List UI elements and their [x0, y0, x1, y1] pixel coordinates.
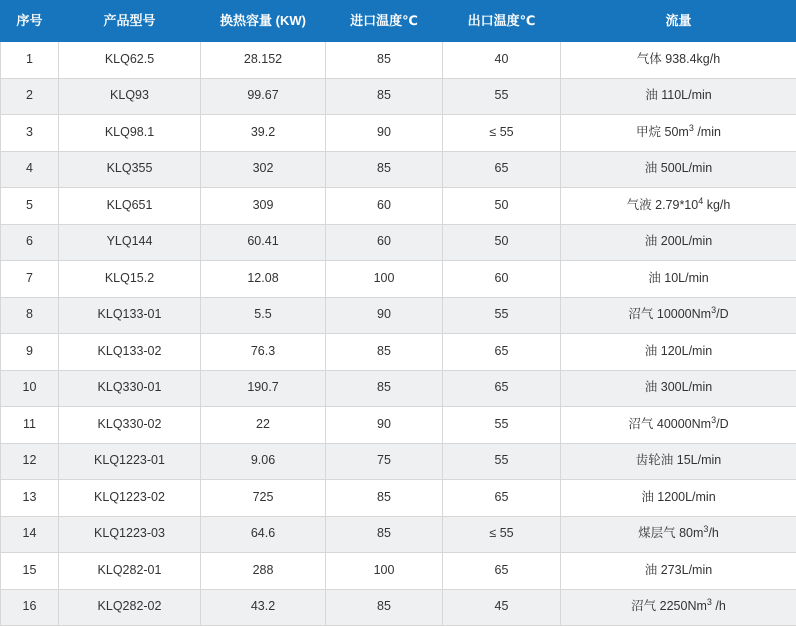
cell-outlet-temp: 50 [443, 188, 561, 225]
flow-unit: /D [716, 307, 729, 321]
cell-outlet-temp: 65 [443, 370, 561, 407]
flow-text: 油 110L/min [645, 88, 711, 102]
flow-exponent: 3 [711, 415, 716, 425]
cell-capacity: 64.6 [201, 516, 326, 553]
flow-text: 煤层气 80m [638, 526, 703, 540]
cell-inlet-temp: 85 [326, 370, 443, 407]
flow-text: 油 120L/min [645, 344, 712, 358]
flow-exponent: 3 [711, 305, 716, 315]
cell-flow [561, 78, 796, 115]
table-row [1, 297, 796, 334]
cell-capacity: 22 [201, 407, 326, 444]
cell-capacity: 60.41 [201, 224, 326, 261]
table-row [1, 42, 796, 79]
cell-index: 1 [1, 42, 59, 79]
cell-flow [561, 516, 796, 553]
cell-flow [561, 42, 796, 79]
cell-inlet-temp: 90 [326, 407, 443, 444]
flow-exponent: 3 [707, 597, 712, 607]
table-header [1, 1, 796, 42]
cell-inlet-temp: 75 [326, 443, 443, 480]
cell-flow [561, 151, 796, 188]
cell-model: YLQ144 [59, 224, 201, 261]
cell-index: 7 [1, 261, 59, 298]
flow-exponent: 4 [698, 196, 703, 206]
flow-unit: kg/h [703, 198, 730, 212]
cell-model: KLQ330-01 [59, 370, 201, 407]
flow-unit: /D [716, 417, 729, 431]
cell-outlet-temp: 55 [443, 407, 561, 444]
cell-flow [561, 297, 796, 334]
column-header-index: 序号 [1, 1, 59, 42]
table-row [1, 589, 796, 626]
cell-index: 10 [1, 370, 59, 407]
cell-flow [561, 589, 796, 626]
table-row [1, 443, 796, 480]
cell-outlet-temp: 65 [443, 151, 561, 188]
cell-model: KLQ133-02 [59, 334, 201, 371]
cell-inlet-temp: 100 [326, 553, 443, 590]
cell-inlet-temp: 60 [326, 188, 443, 225]
cell-capacity: 12.08 [201, 261, 326, 298]
cell-inlet-temp: 85 [326, 516, 443, 553]
cell-outlet-temp: 40 [443, 42, 561, 79]
cell-model: KLQ282-01 [59, 553, 201, 590]
flow-text: 气液 2.79*10 [627, 198, 699, 212]
cell-inlet-temp: 85 [326, 480, 443, 517]
cell-inlet-temp: 85 [326, 589, 443, 626]
cell-inlet-temp: 90 [326, 115, 443, 152]
cell-capacity: 76.3 [201, 334, 326, 371]
cell-capacity: 309 [201, 188, 326, 225]
flow-text: 油 10L/min [648, 271, 708, 285]
flow-unit: /min [694, 125, 721, 139]
cell-index: 12 [1, 443, 59, 480]
cell-model: KLQ651 [59, 188, 201, 225]
cell-flow [561, 553, 796, 590]
cell-index: 9 [1, 334, 59, 371]
flow-text: 油 300L/min [645, 380, 712, 394]
cell-capacity: 5.5 [201, 297, 326, 334]
column-header-flow: 流量 [561, 1, 796, 42]
flow-unit: /h [708, 526, 718, 540]
table-row [1, 370, 796, 407]
cell-index: 8 [1, 297, 59, 334]
cell-flow [561, 480, 796, 517]
cell-inlet-temp: 100 [326, 261, 443, 298]
table-row [1, 224, 796, 261]
cell-model: KLQ93 [59, 78, 201, 115]
cell-index: 11 [1, 407, 59, 444]
cell-outlet-temp: 55 [443, 443, 561, 480]
cell-flow [561, 407, 796, 444]
cell-flow [561, 115, 796, 152]
cell-outlet-temp: 65 [443, 553, 561, 590]
table-row [1, 334, 796, 371]
cell-capacity: 43.2 [201, 589, 326, 626]
cell-index: 6 [1, 224, 59, 261]
cell-index: 15 [1, 553, 59, 590]
table-row [1, 115, 796, 152]
cell-capacity: 302 [201, 151, 326, 188]
cell-index: 5 [1, 188, 59, 225]
cell-outlet-temp: 65 [443, 480, 561, 517]
table-row [1, 188, 796, 225]
cell-inlet-temp: 60 [326, 224, 443, 261]
cell-flow [561, 261, 796, 298]
cell-capacity: 288 [201, 553, 326, 590]
cell-model: KLQ133-01 [59, 297, 201, 334]
table-row [1, 480, 796, 517]
cell-flow [561, 443, 796, 480]
table-body [1, 42, 796, 626]
table-header-row [1, 1, 796, 42]
flow-exponent: 3 [689, 123, 694, 133]
table-row [1, 151, 796, 188]
column-header-capacity: 换热容量 (KW) [201, 1, 326, 42]
cell-model: KLQ98.1 [59, 115, 201, 152]
cell-inlet-temp: 85 [326, 78, 443, 115]
cell-outlet-temp: 55 [443, 297, 561, 334]
cell-capacity: 725 [201, 480, 326, 517]
cell-index: 16 [1, 589, 59, 626]
cell-flow [561, 188, 796, 225]
cell-model: KLQ62.5 [59, 42, 201, 79]
table-row [1, 553, 796, 590]
cell-inlet-temp: 85 [326, 151, 443, 188]
flow-exponent: 3 [703, 524, 708, 534]
cell-index: 4 [1, 151, 59, 188]
column-header-inlet-temp: 进口温度℃ [326, 1, 443, 42]
flow-text: 沼气 10000Nm [628, 307, 711, 321]
cell-index: 2 [1, 78, 59, 115]
flow-text: 油 500L/min [645, 161, 712, 175]
cell-capacity: 190.7 [201, 370, 326, 407]
flow-text: 油 273L/min [645, 563, 712, 577]
cell-outlet-temp: 55 [443, 78, 561, 115]
cell-outlet-temp: ≤ 55 [443, 516, 561, 553]
cell-index: 3 [1, 115, 59, 152]
flow-text: 气体 938.4kg/h [637, 52, 720, 66]
cell-model: KLQ282-02 [59, 589, 201, 626]
cell-outlet-temp: 65 [443, 334, 561, 371]
cell-index: 13 [1, 480, 59, 517]
table-row [1, 516, 796, 553]
cell-flow [561, 224, 796, 261]
cell-outlet-temp: 60 [443, 261, 561, 298]
flow-text: 油 200L/min [645, 234, 712, 248]
cell-capacity: 99.67 [201, 78, 326, 115]
cell-model: KLQ15.2 [59, 261, 201, 298]
cell-index: 14 [1, 516, 59, 553]
cell-model: KLQ1223-01 [59, 443, 201, 480]
cell-flow [561, 370, 796, 407]
flow-text: 沼气 40000Nm [628, 417, 711, 431]
cell-model: KLQ1223-02 [59, 480, 201, 517]
cell-inlet-temp: 85 [326, 42, 443, 79]
table-row [1, 78, 796, 115]
cell-model: KLQ355 [59, 151, 201, 188]
cell-capacity: 9.06 [201, 443, 326, 480]
flow-unit: /h [712, 599, 726, 613]
flow-text: 甲烷 50m [636, 125, 689, 139]
flow-text: 沼气 2250Nm [631, 599, 707, 613]
cell-outlet-temp: 45 [443, 589, 561, 626]
cell-capacity: 28.152 [201, 42, 326, 79]
cell-outlet-temp: ≤ 55 [443, 115, 561, 152]
column-header-model: 产品型号 [59, 1, 201, 42]
table-row [1, 407, 796, 444]
table-row [1, 261, 796, 298]
cell-inlet-temp: 85 [326, 334, 443, 371]
cell-model: KLQ1223-03 [59, 516, 201, 553]
cell-inlet-temp: 90 [326, 297, 443, 334]
column-header-outlet-temp: 出口温度℃ [443, 1, 561, 42]
cell-capacity: 39.2 [201, 115, 326, 152]
cell-outlet-temp: 50 [443, 224, 561, 261]
cell-model: KLQ330-02 [59, 407, 201, 444]
flow-text: 油 1200L/min [641, 490, 715, 504]
flow-text: 齿轮油 15L/min [636, 453, 721, 467]
cell-flow [561, 334, 796, 371]
